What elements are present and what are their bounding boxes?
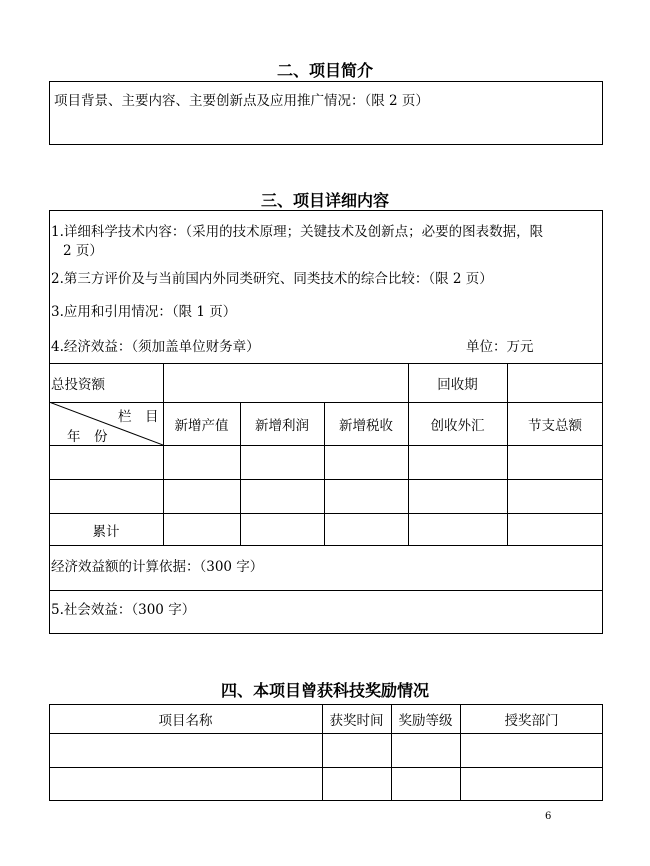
table-rule (163, 363, 164, 545)
column-header: 新增产值 (174, 418, 229, 434)
table-rule (49, 767, 603, 768)
page-number: 6 (545, 811, 552, 822)
table-rule (49, 479, 603, 480)
section3-item2: 2.第三方评价及与当前国内外同类研究、同类技术的综合比较：（限 2 页） (51, 271, 493, 287)
award-column-header: 授奖部门 (504, 713, 559, 729)
section2-title: 二、项目简介 (276, 61, 373, 80)
total-row-label: 累计 (92, 523, 120, 540)
table-rule (49, 733, 603, 734)
corner-top-label: 栏 目 (118, 409, 159, 425)
column-header: 创收外汇 (430, 418, 485, 434)
section3-item4: 4.经济效益：（须加盖单位财务章） (51, 339, 260, 355)
section3-item1-line1: 1.详细科学技术内容：（采用的技术原理；关键技术及创新点；必要的图表数据，限 (51, 224, 544, 240)
section2-prompt: 项目背景、主要内容、主要创新点及应用推广情况：（限 2 页） (54, 93, 429, 109)
table-rule (507, 363, 508, 545)
award-column-header: 项目名称 (158, 713, 213, 729)
table-rule (49, 545, 603, 546)
column-header: 新增税收 (339, 418, 393, 434)
table-rule (49, 445, 603, 446)
section3-item1-line2: 2 页） (63, 243, 103, 259)
award-column-header: 奖励等级 (398, 713, 453, 729)
column-header: 新增利润 (255, 418, 309, 434)
award-column-header: 获奖时间 (329, 713, 384, 729)
column-header: 节支总额 (528, 418, 582, 434)
corner-bottom-label: 年 份 (67, 429, 108, 445)
total-investment-label: 总投资额 (51, 377, 105, 393)
payback-label: 回收期 (437, 377, 478, 393)
section3-unit: 单位：万元 (466, 339, 534, 355)
section3-item3: 3.应用和引用情况：（限 1 页） (51, 304, 237, 320)
table-rule (49, 590, 603, 591)
section3-item5: 5.社会效益：（300 字） (51, 602, 196, 618)
section4-title: 四、本项目曾获科技奖励情况 (220, 681, 429, 700)
calc-basis-label: 经济效益额的计算依据：（300 字） (51, 559, 264, 575)
section3-title: 三、项目详细内容 (260, 191, 389, 210)
